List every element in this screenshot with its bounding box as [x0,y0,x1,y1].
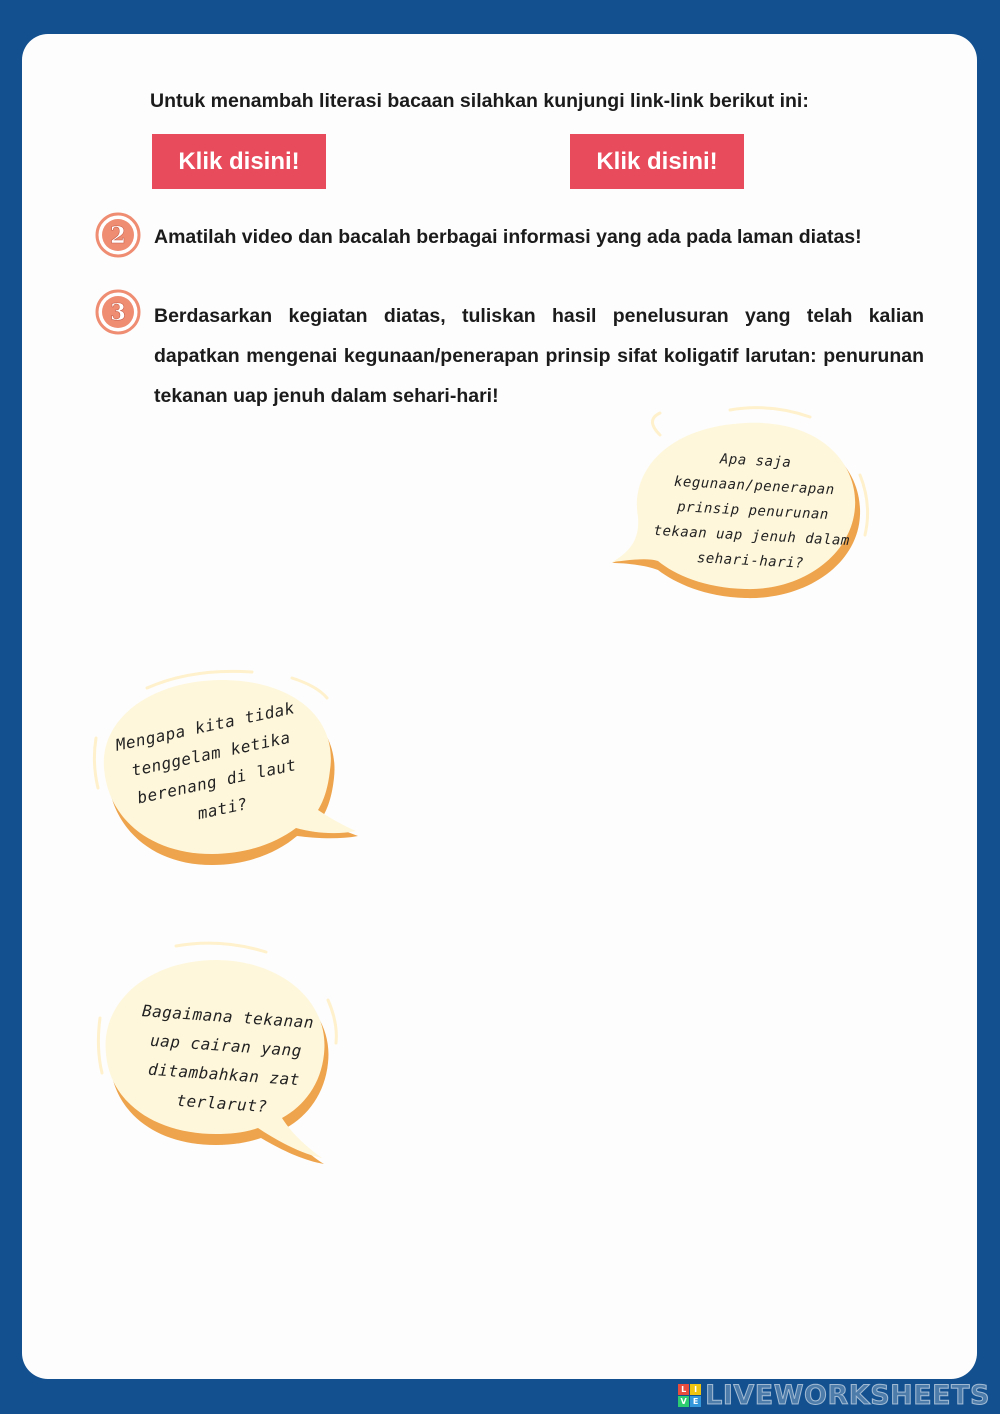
logo-letter-l: L [678,1384,689,1395]
step-2-number: 2 [109,222,127,249]
link-button-1[interactable]: Klik disini! [152,134,326,189]
brand-name: LIVEWORKSHEETS [705,1379,990,1411]
speech-bubble-1 [610,405,875,605]
speech-bubble-3 [96,938,341,1168]
speech-bubble-2-text: Mengapa kita tidak tenggelam ketika berenang di laut mati? [113,698,299,824]
step-3-badge [95,289,141,335]
link-button-2[interactable]: Klik disini! [570,134,744,189]
logo-letter-e: E [690,1396,701,1407]
speech-bubble-1-text: Apa saja kegunaan/penerapan prinsip penurunan tekaan uap jenuh dalam sehari-hari? [653,451,851,572]
intro-text: Untuk menambah literasi bacaan silahkan kunjungi link-link berikut ini: [150,90,809,112]
speech-bubble-2 [92,668,362,868]
liveworksheets-logo [678,1384,701,1407]
logo-letter-i: I [690,1384,701,1395]
speech-bubble-3-text: Bagaimana tekanan uap cairan yang ditambahkan zat terlarut? [141,1001,315,1117]
logo-letter-v: V [678,1396,689,1407]
step-2-text: Amatilah video dan bacalah berbagai informasi yang ada pada laman diatas! [154,226,862,248]
step-2-badge [95,212,141,258]
step-3-number: 3 [109,299,127,326]
liveworksheets-watermark [678,1380,990,1410]
step-3-text: Berdasarkan kegiatan diatas, tuliskan hasil penelusuran yang telah kalian dapatkan mengenai kegunaan/penerapan prinsip sifat koligatif larutan: penurunan tekanan uap jenuh dalam sehari-hari! [154,305,924,407]
